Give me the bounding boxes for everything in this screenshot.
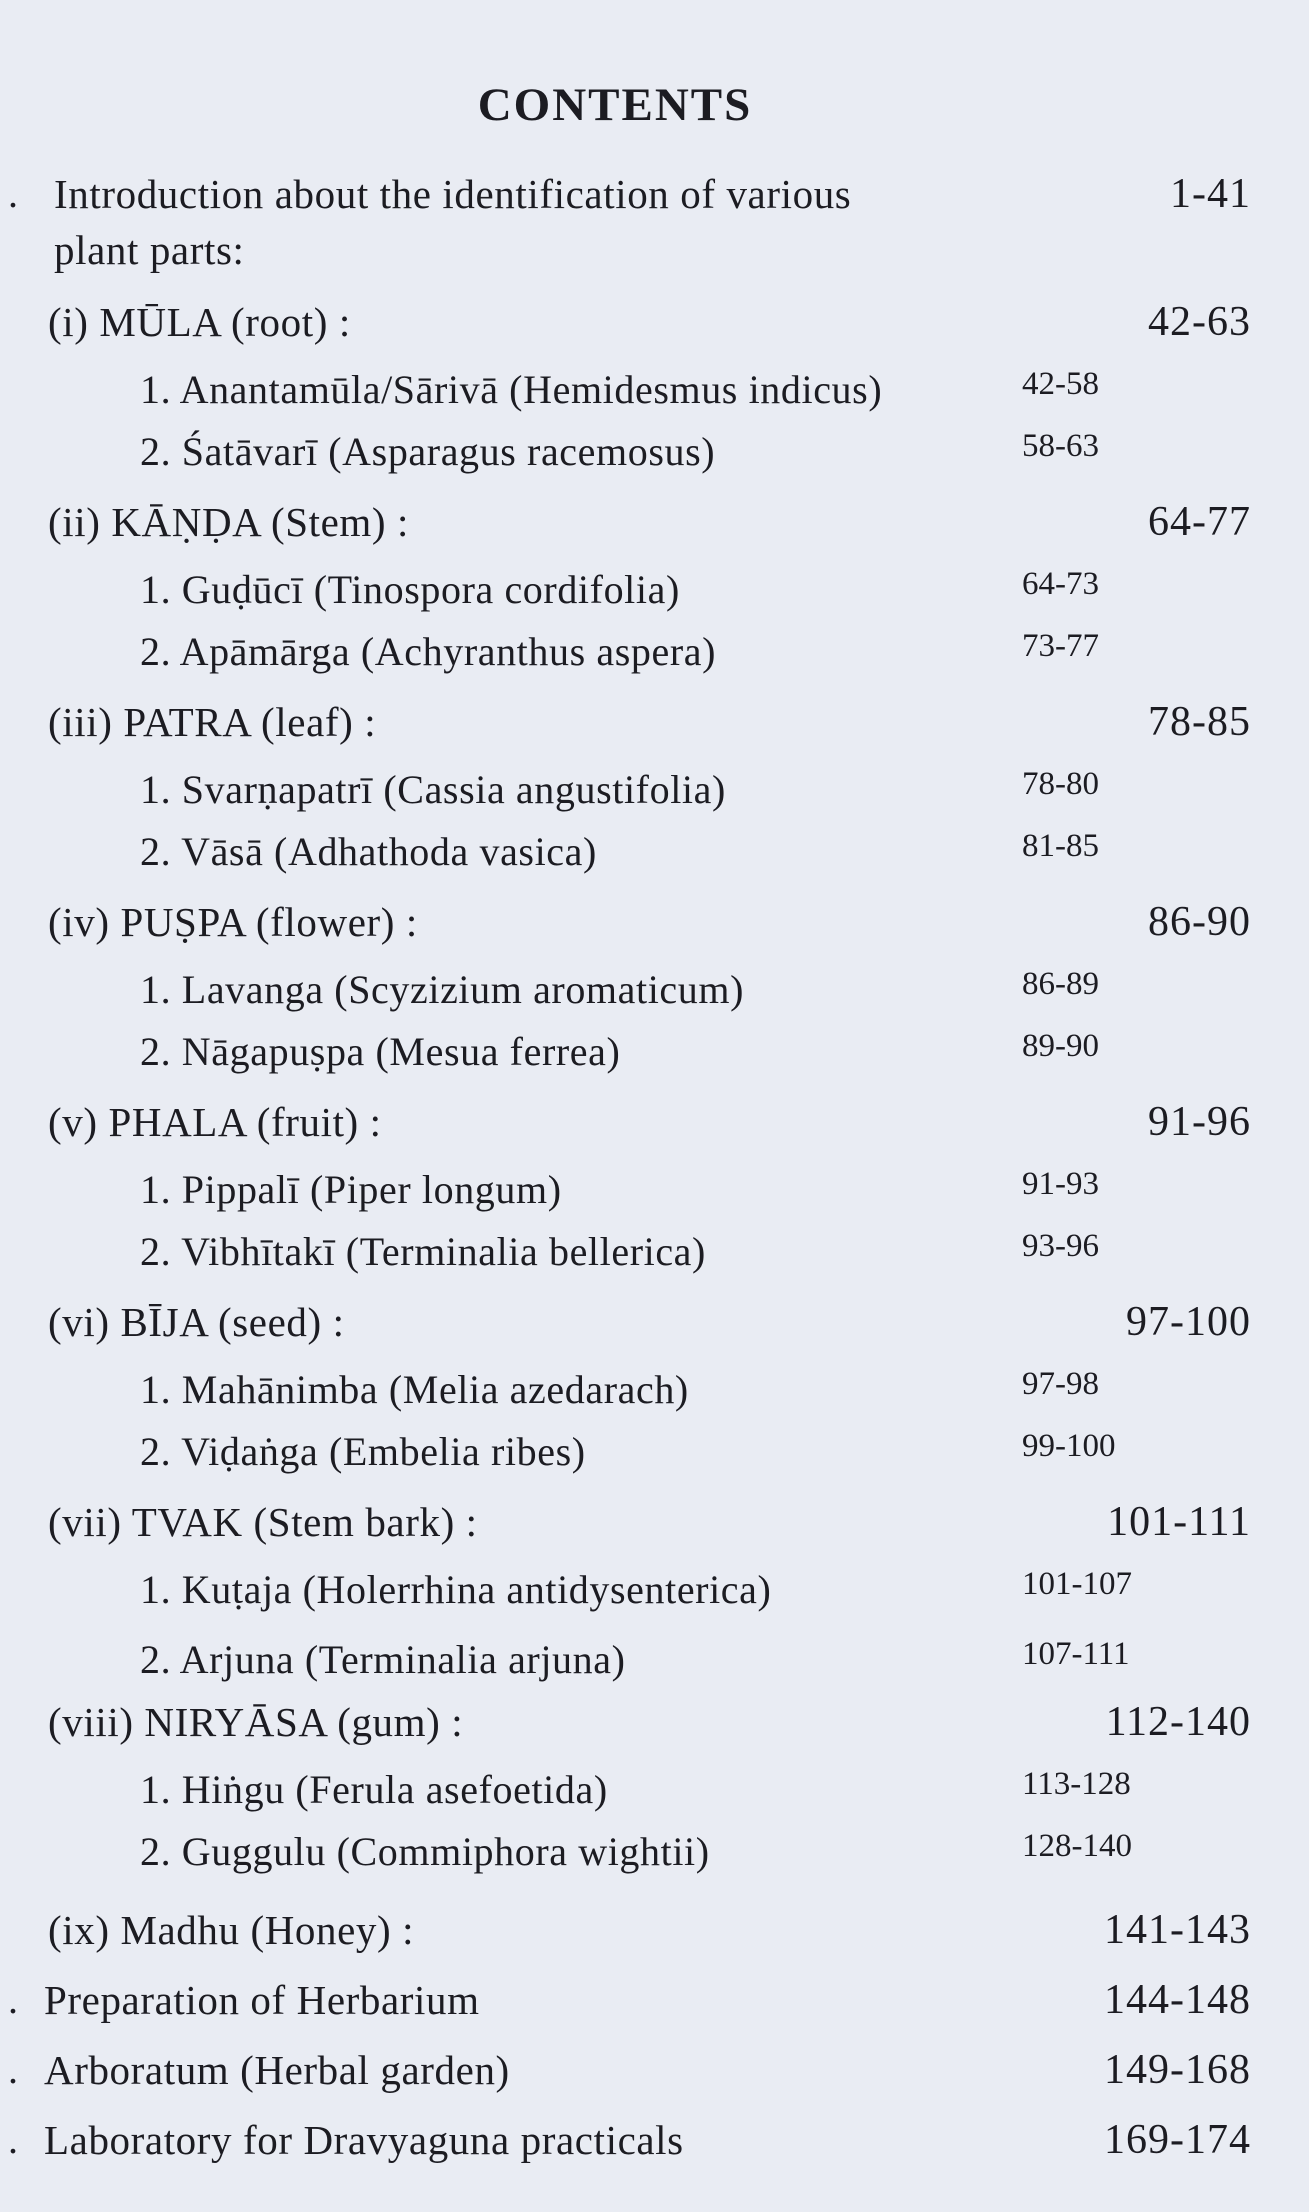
toc-item: [0, 628, 1309, 688]
item-label: 2. Nāgapuṣpa (Mesua ferrea): [140, 1029, 621, 1074]
toc-item: [0, 366, 1309, 426]
toc-section: [0, 698, 1309, 758]
section-pages: 101-111: [1107, 1499, 1251, 1545]
toc-item: [0, 1228, 1309, 1288]
item-label: 1. Mahānimba (Melia azedarach): [140, 1367, 689, 1412]
section-pages: 97-100: [1126, 1299, 1251, 1345]
toc-section: [0, 1906, 1309, 1966]
item-label: 2. Vāsā (Adhathoda vasica): [140, 829, 597, 874]
item-pages: 81-85: [1022, 828, 1099, 864]
section-pages: 78-85: [1148, 699, 1251, 745]
toc-entry: [0, 2116, 1309, 2176]
section-label: (viii) NIRYĀSA (gum) :: [48, 1699, 464, 1745]
section-label: (iv) PUṢPA (flower) :: [48, 899, 418, 945]
item-label: 2. Guggulu (Commiphora wightii): [140, 1829, 710, 1874]
item-pages: 107-111: [1022, 1636, 1130, 1672]
item-label: 1. Anantamūla/Sārivā (Hemidesmus indicus): [140, 367, 883, 412]
toc-entry: [0, 2046, 1309, 2106]
item-label: 1. Svarṇapatrī (Cassia angustifolia): [140, 767, 726, 812]
item-pages: 128-140: [1022, 1828, 1132, 1864]
section-pages: 112-140: [1105, 1699, 1251, 1745]
section-label: (ix) Madhu (Honey) :: [48, 1907, 415, 1953]
entry-label: Arboratum (Herbal garden): [44, 2047, 510, 2093]
item-pages: 42-58: [1022, 366, 1099, 402]
item-label: 1. Hiṅgu (Ferula asefoetida): [140, 1767, 608, 1812]
entry-bullet: .: [8, 171, 18, 216]
toc-section: [0, 1698, 1309, 1758]
toc-section: [0, 1298, 1309, 1358]
page-title: CONTENTS: [477, 79, 753, 131]
section-label: (vi) BĪJA (seed) :: [48, 1299, 345, 1345]
item-pages: 91-93: [1022, 1166, 1099, 1202]
section-label: (ii) KĀṆḌA (Stem) :: [48, 499, 410, 545]
toc-item: [0, 428, 1309, 488]
entry-pages: 149-168: [1104, 2047, 1251, 2093]
item-label: 2. Arjuna (Terminalia arjuna): [140, 1637, 626, 1682]
toc-entry-intro: [0, 170, 1309, 230]
entry-pages: 1-41: [1170, 171, 1251, 217]
toc-item: [0, 1366, 1309, 1426]
item-pages: 86-89: [1022, 966, 1099, 1002]
item-label: 2. Vibhītakī (Terminalia bellerica): [140, 1229, 706, 1274]
section-pages: 64-77: [1148, 499, 1251, 545]
section-label: (i) MŪLA (root) :: [48, 299, 351, 345]
entry-pages: 169-174: [1104, 2117, 1251, 2163]
toc-section: [0, 298, 1309, 358]
item-pages: 113-128: [1022, 1766, 1131, 1802]
toc-item: [0, 766, 1309, 826]
item-label: 2. Apāmārga (Achyranthus aspera): [140, 629, 717, 674]
section-label: (iii) PATRA (leaf) :: [48, 699, 377, 745]
item-label: 1. Kuṭaja (Holerrhina antidysenterica): [140, 1567, 772, 1612]
item-label: 2. Viḍaṅga (Embelia ribes): [140, 1429, 586, 1474]
toc-item: [0, 1766, 1309, 1826]
item-label: 2. Śatāvarī (Asparagus racemosus): [140, 429, 716, 474]
toc-item: [0, 1166, 1309, 1226]
toc-item: [0, 1828, 1309, 1888]
section-pages: 141-143: [1104, 1907, 1251, 1953]
toc-section: [0, 498, 1309, 558]
item-pages: 97-98: [1022, 1366, 1099, 1402]
item-pages: 78-80: [1022, 766, 1099, 802]
entry-bullet: .: [8, 2117, 18, 2162]
item-label: 1. Lavanga (Scyzizium aromaticum): [140, 967, 745, 1012]
item-label: 1. Pippalī (Piper longum): [140, 1167, 562, 1212]
section-pages: 86-90: [1148, 899, 1251, 945]
section-label: (v) PHALA (fruit) :: [48, 1099, 382, 1145]
item-pages: 89-90: [1022, 1028, 1099, 1064]
item-pages: 58-63: [1022, 428, 1099, 464]
toc-section: [0, 1498, 1309, 1558]
entry-label: Preparation of Herbarium: [44, 1977, 480, 2023]
toc-item: [0, 966, 1309, 1026]
item-label: 1. Guḍūcī (Tinospora cordifolia): [140, 567, 680, 612]
toc-section: [0, 898, 1309, 958]
item-pages: 93-96: [1022, 1228, 1099, 1264]
toc-item: [0, 1428, 1309, 1488]
item-pages: 73-77: [1022, 628, 1099, 664]
item-pages: 101-107: [1022, 1566, 1132, 1602]
toc-entry: [0, 1976, 1309, 2036]
item-pages: 99-100: [1022, 1428, 1116, 1464]
entry-label: Laboratory for Dravyaguna practicals: [44, 2117, 684, 2163]
entry-pages: 144-148: [1104, 1977, 1251, 2023]
toc-item: [0, 566, 1309, 626]
entry-label: Introduction about the identification of various: [54, 171, 852, 217]
section-pages: 91-96: [1148, 1099, 1251, 1145]
toc-item: [0, 1636, 1309, 1696]
entry-label-continued: plant parts:: [54, 227, 245, 273]
entry-bullet: .: [8, 2047, 18, 2092]
section-pages: 42-63: [1148, 299, 1251, 345]
toc-item: [0, 828, 1309, 888]
toc-section: [0, 1098, 1309, 1158]
item-pages: 64-73: [1022, 566, 1099, 602]
toc-item: [0, 1566, 1309, 1626]
section-label: (vii) TVAK (Stem bark) :: [48, 1499, 478, 1545]
entry-bullet: .: [8, 1977, 18, 2022]
toc-item: [0, 1028, 1309, 1088]
